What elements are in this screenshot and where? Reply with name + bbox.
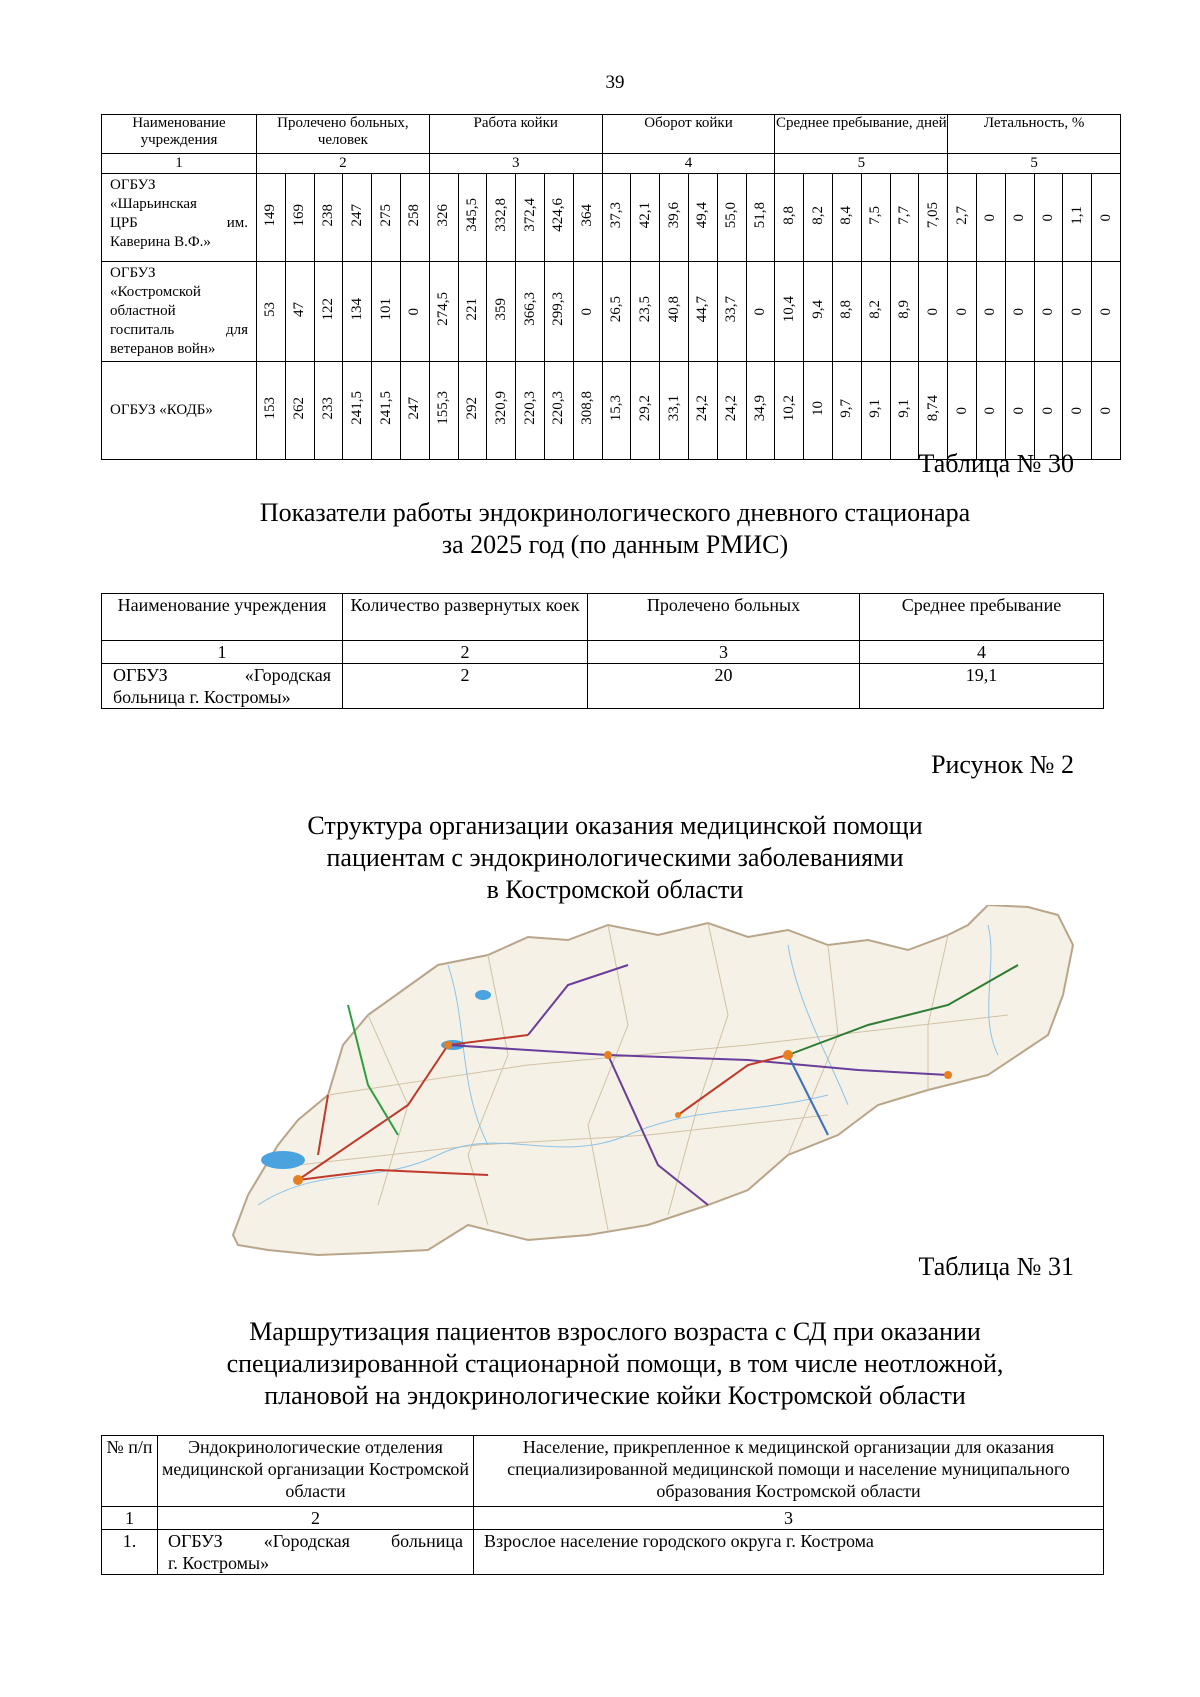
column-number: 3 xyxy=(429,154,602,174)
value-cell xyxy=(1092,262,1121,362)
value-text: 372,4 xyxy=(521,198,538,232)
value-text: 262 xyxy=(291,396,308,420)
value-text: 101 xyxy=(377,297,394,321)
title-line: в Костромской области xyxy=(486,875,744,904)
value-text: 0 xyxy=(982,213,999,221)
value-cell xyxy=(948,362,977,460)
column-number: 2 xyxy=(257,154,430,174)
institution-name-line: ЦРБ им. xyxy=(110,215,248,231)
value-text: 155,3 xyxy=(435,391,452,425)
value-cell xyxy=(544,174,573,262)
value-cell xyxy=(1092,362,1121,460)
value-cell xyxy=(890,362,919,460)
value-text: 37,3 xyxy=(608,201,625,229)
value-text: 8,2 xyxy=(809,205,826,225)
value-text: 0 xyxy=(953,307,970,315)
table-31-number-row xyxy=(102,1507,1104,1530)
value-text: 8,4 xyxy=(838,205,855,225)
value-text: 233 xyxy=(319,396,336,420)
value-cell xyxy=(689,174,718,262)
value-cell xyxy=(257,174,286,262)
value-cell xyxy=(775,174,804,262)
value-text: 8,8 xyxy=(780,205,797,225)
value-text: 320,9 xyxy=(492,391,509,425)
institution-name-line: ОГБУЗ «КОДБ» xyxy=(110,402,213,418)
institution-name-line: «Костромской xyxy=(110,284,201,300)
value-cell xyxy=(689,262,718,362)
column-number: 2 xyxy=(158,1507,474,1530)
value-text: 0 xyxy=(579,307,596,315)
value-cell xyxy=(314,362,343,460)
table-30-caption: Таблица № 30 xyxy=(918,449,1074,478)
value-text: 9,7 xyxy=(838,398,855,418)
column-number: 4 xyxy=(860,641,1104,664)
column-number: 1 xyxy=(102,154,257,174)
column-number: 4 xyxy=(602,154,775,174)
value-text: 122 xyxy=(319,297,336,321)
institution-name-line: больница г. Костромы» xyxy=(113,687,291,707)
value-text: 9,1 xyxy=(867,398,884,418)
title-line: Структура организации оказания медицинской помощи xyxy=(307,811,923,840)
value-cell xyxy=(400,262,429,362)
value-cell xyxy=(861,262,890,362)
value-text: 55,0 xyxy=(723,201,740,229)
value-text: 24,2 xyxy=(723,394,740,422)
value-cell xyxy=(487,362,516,460)
value-cell xyxy=(1005,174,1034,262)
value-text: 9,1 xyxy=(896,398,912,418)
value-text: 10,4 xyxy=(780,295,797,323)
title-line: пациентам с эндокринологическими заболеваниями xyxy=(326,843,904,872)
value-text: 26,5 xyxy=(608,295,625,323)
table-31 xyxy=(101,1435,1104,1575)
value-cell xyxy=(775,362,804,460)
table-30-title xyxy=(0,497,1200,561)
value-text: 10 xyxy=(809,400,826,416)
table-row xyxy=(102,362,1121,460)
value-cell xyxy=(804,262,833,362)
institution-name xyxy=(102,664,343,709)
population-served: Взрослое население городского округа г. Кострома xyxy=(474,1530,1104,1575)
institution-name-line: ОГБУЗ xyxy=(110,177,156,193)
value-cell xyxy=(516,174,545,262)
value-text: 40,8 xyxy=(665,295,682,323)
table-29-header: Работа койки xyxy=(429,115,602,154)
institution-name-line: областной xyxy=(110,303,176,319)
value-text: 275 xyxy=(377,203,394,227)
value-cell xyxy=(458,362,487,460)
value-text: 220,3 xyxy=(550,391,567,425)
value-cell xyxy=(458,262,487,362)
value-cell xyxy=(487,174,516,262)
value-cell xyxy=(573,362,602,460)
value-cell xyxy=(746,262,775,362)
value-text: 274,5 xyxy=(435,292,452,326)
value-cell xyxy=(372,174,401,262)
value-text: 332,8 xyxy=(492,198,509,232)
value-cell xyxy=(602,262,631,362)
institution-name-line: ОГБУЗ «Городская xyxy=(113,665,331,685)
value-cell xyxy=(660,174,689,262)
value-cell xyxy=(833,362,862,460)
value-cell xyxy=(257,262,286,362)
table-30-header: Наименование учреждения xyxy=(102,594,343,641)
value-cell xyxy=(1034,174,1063,262)
value-cell xyxy=(631,362,660,460)
value-text: 51,8 xyxy=(752,201,769,229)
value-cell xyxy=(1063,262,1092,362)
title-line: плановой на эндокринологические койки Костромской области xyxy=(264,1381,966,1410)
value-text: 0 xyxy=(1097,307,1114,315)
column-number: 3 xyxy=(474,1507,1104,1530)
value-cell xyxy=(775,262,804,362)
value-text: 34,9 xyxy=(752,394,769,422)
value-text: 258 xyxy=(406,203,423,227)
value-text: 9,4 xyxy=(809,299,826,319)
value-text: 23,5 xyxy=(636,295,653,323)
value-text: 326 xyxy=(435,203,452,227)
figure-2-caption: Рисунок № 2 xyxy=(931,750,1074,779)
value-cell xyxy=(458,174,487,262)
value-text: 0 xyxy=(1011,406,1028,414)
value-text: 366,3 xyxy=(521,292,538,326)
table-31-caption: Таблица № 31 xyxy=(918,1252,1074,1281)
institution-name-line: ОГБУЗ «Городская больница xyxy=(168,1531,463,1551)
institution-name-line: г. Костромы» xyxy=(168,1553,270,1573)
value-cell xyxy=(977,262,1006,362)
institution-name-line: Каверина В.Ф.» xyxy=(110,234,211,250)
value-cell xyxy=(314,174,343,262)
page-number: 39 xyxy=(605,72,625,93)
column-number: 1 xyxy=(102,641,343,664)
value-text: 8,74 xyxy=(924,394,941,422)
title-line: за 2025 год (по данным РМИС) xyxy=(441,530,789,559)
value-text: 345,5 xyxy=(463,198,480,232)
value-text: 24,2 xyxy=(694,394,711,422)
value-cell xyxy=(833,174,862,262)
institution-name xyxy=(102,174,257,262)
table-30 xyxy=(101,593,1104,709)
value-text: 0 xyxy=(1011,213,1028,221)
value-cell xyxy=(343,174,372,262)
value-cell xyxy=(602,362,631,460)
value-text: 364 xyxy=(579,203,596,227)
value-cell xyxy=(516,262,545,362)
value-cell xyxy=(1005,362,1034,460)
value-cell xyxy=(746,362,775,460)
value-text: 149 xyxy=(262,203,279,227)
table-row xyxy=(102,1530,1104,1575)
table-29-header: Наименование учреждения xyxy=(102,115,257,154)
table-29 xyxy=(101,114,1121,460)
value-cell xyxy=(314,262,343,362)
table-29-number-row xyxy=(102,154,1121,174)
value-text: 29,2 xyxy=(636,394,653,422)
value-text: 0 xyxy=(1068,307,1085,315)
value-text: 47 xyxy=(291,301,308,317)
beds-count: 2 xyxy=(343,664,588,709)
institution-name-line: госпиталь для xyxy=(110,322,248,338)
value-text: 0 xyxy=(1097,406,1114,414)
table-31-header: Эндокринологические отделения медицинской организации Костромской области xyxy=(158,1436,474,1507)
value-cell xyxy=(717,362,746,460)
value-text: 8,8 xyxy=(838,299,855,319)
value-cell xyxy=(746,174,775,262)
row-number: 1. xyxy=(102,1530,158,1575)
value-cell xyxy=(631,262,660,362)
value-cell xyxy=(1092,174,1121,262)
value-text: 247 xyxy=(406,396,423,420)
table-30-header: Количество развернутых коек xyxy=(343,594,588,641)
value-cell xyxy=(833,262,862,362)
value-cell xyxy=(343,262,372,362)
value-cell xyxy=(573,174,602,262)
value-text: 8,9 xyxy=(896,299,912,319)
value-text: 53 xyxy=(262,301,279,317)
value-cell xyxy=(717,174,746,262)
table-31-header: № п/п xyxy=(102,1436,158,1507)
value-cell xyxy=(487,262,516,362)
institution-name xyxy=(158,1530,474,1575)
institution-name-line: ОГБУЗ xyxy=(110,265,156,281)
table-30-number-row xyxy=(102,641,1104,664)
value-text: 49,4 xyxy=(694,201,711,229)
institution-name xyxy=(102,362,257,460)
value-cell xyxy=(372,362,401,460)
value-text: 15,3 xyxy=(608,394,625,422)
value-text: 0 xyxy=(1040,213,1057,221)
value-text: 2,7 xyxy=(953,205,970,225)
value-cell xyxy=(977,174,1006,262)
table-29-header: Оборот койки xyxy=(602,115,775,154)
value-text: 0 xyxy=(1040,406,1057,414)
value-text: 247 xyxy=(348,203,365,227)
value-text: 0 xyxy=(1040,307,1057,315)
table-29-header: Пролечено больных, человек xyxy=(257,115,430,154)
table-30-header: Среднее пребывание xyxy=(860,594,1104,641)
column-number: 1 xyxy=(102,1507,158,1530)
table-30-header: Пролечено больных xyxy=(588,594,860,641)
value-cell xyxy=(1034,262,1063,362)
value-cell xyxy=(1034,362,1063,460)
value-text: 42,1 xyxy=(636,201,653,229)
value-cell xyxy=(861,362,890,460)
table-row xyxy=(102,262,1121,362)
column-number: 2 xyxy=(343,641,588,664)
value-text: 292 xyxy=(463,396,480,420)
kostroma-region-map xyxy=(228,905,1076,1257)
value-cell xyxy=(717,262,746,362)
value-cell xyxy=(544,362,573,460)
value-text: 0 xyxy=(982,307,999,315)
title-line: специализированной стационарной помощи, в том числе неотложной, xyxy=(226,1349,1004,1378)
title-line: Маршрутизация пациентов взрослого возраста с СД при оказании xyxy=(249,1317,981,1346)
value-cell xyxy=(429,362,458,460)
value-text: 0 xyxy=(924,307,941,315)
table-31-header: Население, прикрепленное к медицинской организации для оказания специализированной медицинской помощи и население муниципального образования Костромской области xyxy=(474,1436,1104,1507)
value-text: 0 xyxy=(752,307,769,315)
table-row xyxy=(102,174,1121,262)
value-cell xyxy=(660,262,689,362)
figure-2-title xyxy=(0,810,1200,906)
value-cell xyxy=(919,262,948,362)
column-number: 3 xyxy=(588,641,860,664)
value-text: 0 xyxy=(1097,213,1114,221)
table-row xyxy=(102,664,1104,709)
value-cell xyxy=(573,262,602,362)
value-cell xyxy=(372,262,401,362)
value-cell xyxy=(257,362,286,460)
value-text: 0 xyxy=(1068,406,1085,414)
value-cell xyxy=(804,174,833,262)
value-cell xyxy=(400,174,429,262)
value-cell xyxy=(804,362,833,460)
value-cell xyxy=(1005,262,1034,362)
treated-count: 20 xyxy=(588,664,860,709)
value-text: 299,3 xyxy=(550,292,567,326)
value-cell xyxy=(631,174,660,262)
value-cell xyxy=(400,362,429,460)
value-cell xyxy=(919,362,948,460)
value-cell xyxy=(429,262,458,362)
value-cell xyxy=(948,262,977,362)
value-cell xyxy=(429,174,458,262)
value-text: 33,7 xyxy=(723,295,740,323)
value-cell xyxy=(660,362,689,460)
institution-name-line: «Шарьинская xyxy=(110,196,197,212)
table-29-header-row xyxy=(102,115,1121,154)
value-cell xyxy=(977,362,1006,460)
value-text: 169 xyxy=(291,203,308,227)
value-text: 7,05 xyxy=(924,201,941,229)
value-cell xyxy=(602,174,631,262)
value-text: 220,3 xyxy=(521,391,538,425)
value-text: 0 xyxy=(982,406,999,414)
table-30-header-row xyxy=(102,594,1104,641)
value-text: 241,5 xyxy=(377,391,394,425)
column-number: 5 xyxy=(775,154,948,174)
value-text: 0 xyxy=(953,406,970,414)
value-text: 153 xyxy=(262,396,279,420)
value-text: 308,8 xyxy=(579,391,596,425)
value-text: 221 xyxy=(463,297,480,321)
table-29-header: Летальность, % xyxy=(948,115,1121,154)
value-text: 33,1 xyxy=(665,394,682,422)
value-cell xyxy=(861,174,890,262)
value-cell xyxy=(285,262,314,362)
avg-stay: 19,1 xyxy=(860,664,1104,709)
value-text: 0 xyxy=(406,307,423,315)
institution-name xyxy=(102,262,257,362)
value-cell xyxy=(285,362,314,460)
value-text: 7,7 xyxy=(896,205,912,225)
value-text: 44,7 xyxy=(694,295,711,323)
institution-name-line: ветеранов войн» xyxy=(110,341,216,357)
value-cell xyxy=(1063,174,1092,262)
value-cell xyxy=(948,174,977,262)
value-text: 8,2 xyxy=(867,299,884,319)
value-text: 238 xyxy=(319,203,336,227)
title-line: Показатели работы эндокринологического дневного стационара xyxy=(259,498,971,527)
table-29-header: Среднее пребывание, дней xyxy=(775,115,948,154)
value-cell xyxy=(689,362,718,460)
value-cell xyxy=(890,262,919,362)
value-text: 241,5 xyxy=(348,391,365,425)
value-cell xyxy=(343,362,372,460)
value-text: 39,6 xyxy=(665,201,682,229)
value-text: 134 xyxy=(348,297,365,321)
value-cell xyxy=(919,174,948,262)
table-31-title xyxy=(0,1316,1200,1412)
region-outline xyxy=(233,905,1073,1255)
value-cell xyxy=(890,174,919,262)
table-31-header-row xyxy=(102,1436,1104,1507)
value-text: 424,6 xyxy=(550,198,567,232)
value-cell xyxy=(285,174,314,262)
column-number: 5 xyxy=(948,154,1121,174)
value-cell xyxy=(516,362,545,460)
value-text: 359 xyxy=(492,297,509,321)
value-text: 10,2 xyxy=(780,394,797,422)
value-text: 0 xyxy=(1011,307,1028,315)
value-cell xyxy=(544,262,573,362)
value-text: 1,1 xyxy=(1068,205,1085,225)
value-cell xyxy=(1063,362,1092,460)
value-text: 7,5 xyxy=(867,205,884,225)
